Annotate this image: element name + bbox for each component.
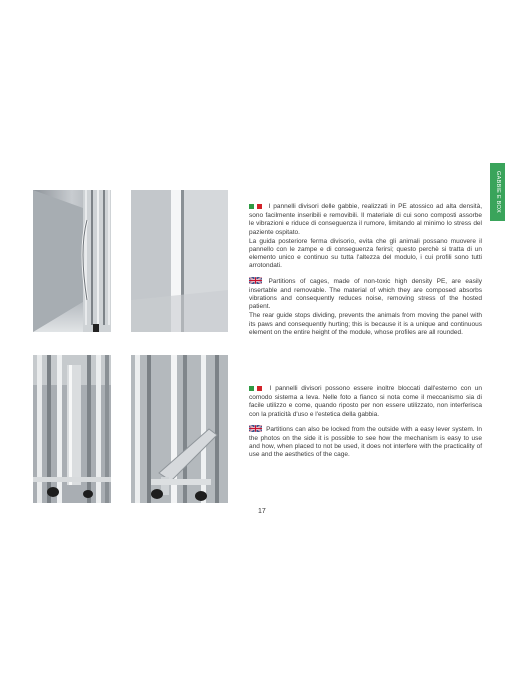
photo-lever-exterior xyxy=(33,355,111,503)
paragraph-en-lever: Partitions can also be locked from the outside with a easy lever system. In the photos on the side it is possible to see how the mechanism is easy to use and how, when placed to not be used, it does not interfere with the practicality of use and the aesthetics of the cage. xyxy=(249,425,483,459)
page-number: 17 xyxy=(258,508,266,515)
uk-flag-icon xyxy=(249,277,262,287)
text-block-lever xyxy=(249,385,482,461)
paragraph-en-1: Partitions of cages, made of non-toxic high density PE, are easily insertable and removable. The material of which they are composed absorbs vibrations and consequently reduces noise, removing stress of the hosted patient. xyxy=(249,277,482,311)
paragraph-it-1: I pannelli divisori delle gabbie, realizzati in PE atossico ad alta densità, sono facilmente inseribili e removibili. Il materiale di cui sono composti assorbe le vibrazioni e riduce di conseguenza il rumore, limitando al minimo lo stress del paziente ospitato. xyxy=(249,203,482,236)
photo-rear-guide xyxy=(131,190,228,332)
paragraph-en-2: The rear guide stops dividing, prevents the animals from moving the panel with its paws and consequently hurting; this is because it is a unique and continuous element on the entire height of the module, whose profiles are all rounded. xyxy=(249,312,482,336)
text-block-partitions xyxy=(249,203,482,338)
photo-lever-mechanism xyxy=(131,355,228,503)
paragraph-it-2: La guida posteriore ferma divisorio, evita che gli animali possano muovere il pannello con le zampe e di conseguenza ferirsi; questo perchè si tratta di un elemento unico e continuo su tutta l'altezza del modulo, i cui profili sono tutti arrotondati. xyxy=(249,237,482,270)
italy-flag-icon xyxy=(249,204,265,212)
section-tab-label: GABBIE E BOX xyxy=(494,171,501,213)
section-tab xyxy=(490,163,505,221)
paragraph-it-lever: I pannelli divisori possono essere inoltre bloccati dall'esterno con un comodo sistema a leva. Nelle foto a fianco si nota come il meccanismo sia di facile utilizzo e come, quando riposto per non essere utilizzato, non interferisca con la praticità d'uso e l'estetica della gabbia. xyxy=(249,385,482,418)
italy-flag-icon xyxy=(249,386,265,394)
photo-cage-interior xyxy=(33,190,111,332)
uk-flag-icon xyxy=(249,425,262,435)
